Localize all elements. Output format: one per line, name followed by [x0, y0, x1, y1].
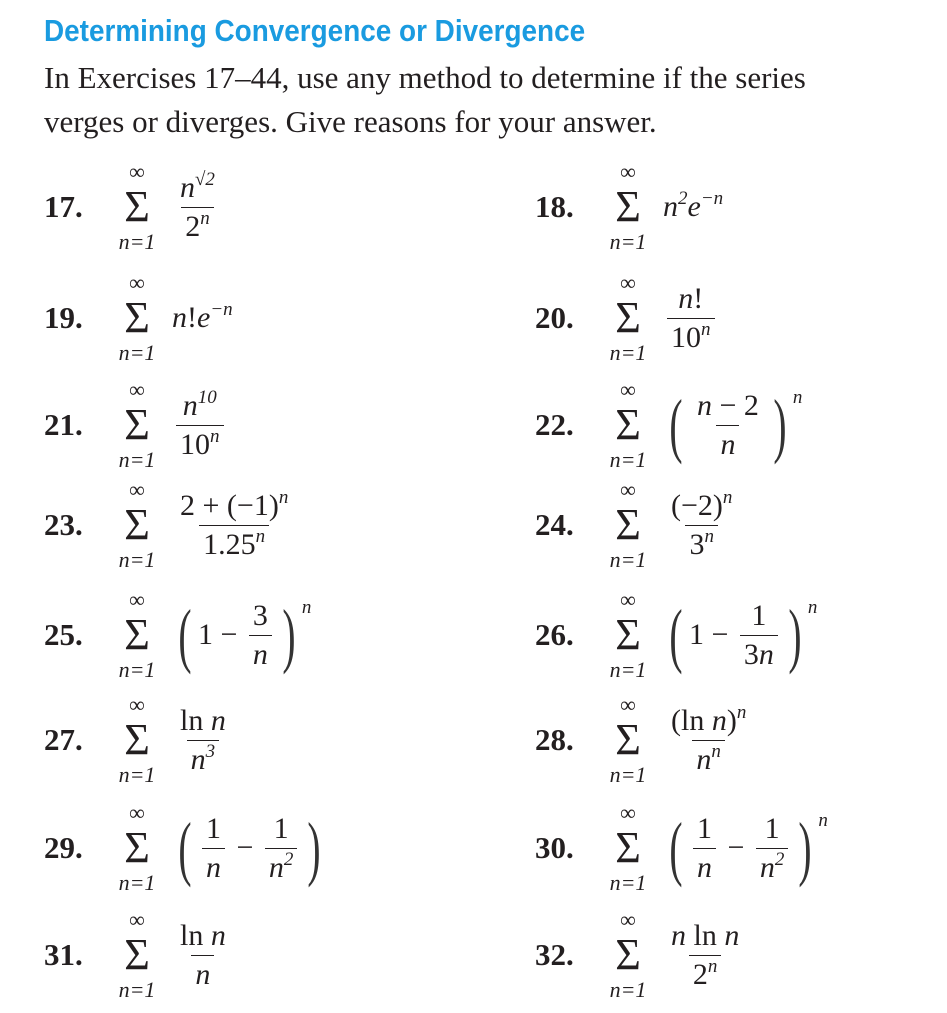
series-term	[172, 810, 327, 886]
exercise-number: 29.	[44, 830, 83, 865]
upper-limit: ∞	[129, 159, 145, 184]
summation	[599, 378, 657, 472]
upper-limit: ∞	[129, 270, 145, 295]
instructions	[44, 56, 947, 144]
denominator	[191, 955, 214, 992]
math-symbol: 10	[180, 427, 210, 461]
math-symbol: n	[180, 170, 195, 204]
math-symbol: − 2	[711, 388, 759, 422]
exercise-number: 27.	[44, 722, 83, 757]
denominator	[740, 635, 778, 672]
exponent: n	[711, 740, 721, 762]
exercise-number: 18.	[535, 189, 574, 224]
denominator	[176, 425, 224, 462]
numerator	[270, 812, 293, 848]
fraction	[176, 704, 230, 777]
exercise-21	[44, 375, 228, 475]
sigma-icon: Σ	[615, 293, 641, 342]
exercise-number: 17.	[44, 189, 83, 224]
exponent: 2	[283, 848, 294, 870]
math-symbol: n	[759, 850, 775, 884]
exercise-number: 26.	[535, 617, 574, 652]
math-symbol: −	[719, 831, 752, 864]
fraction	[740, 599, 778, 672]
math-symbol: n	[195, 957, 211, 991]
lower-limit: n=1	[609, 762, 647, 787]
math-symbol: n	[172, 301, 187, 334]
exponent: n	[200, 207, 210, 229]
exponent: 3	[205, 740, 216, 762]
exponent: n	[707, 955, 718, 977]
summation	[108, 271, 166, 365]
exponent: −n	[210, 299, 233, 320]
summation	[599, 801, 657, 895]
sigma-icon: Σ	[124, 400, 150, 449]
math-symbol: n	[696, 388, 712, 422]
math-symbol: 2	[185, 209, 201, 243]
summation	[108, 693, 166, 787]
upper-limit: ∞	[620, 477, 636, 502]
math-symbol: (ln	[671, 703, 712, 737]
sigma-icon: Σ	[124, 823, 150, 872]
exercise-number: 25.	[44, 617, 83, 652]
math-symbol: n	[182, 388, 198, 422]
fraction	[176, 486, 292, 562]
section-title: Determining Convergence or Divergence	[44, 13, 586, 48]
denominator	[716, 425, 739, 462]
fraction	[202, 812, 225, 885]
series-term	[663, 597, 817, 673]
upper-limit: ∞	[620, 270, 636, 295]
denominator	[685, 525, 718, 562]
series-term	[663, 701, 754, 777]
numerator	[667, 701, 750, 740]
fraction	[176, 168, 219, 244]
series-term	[663, 919, 747, 992]
numerator	[176, 486, 292, 525]
right-paren: )	[307, 808, 321, 888]
math-symbol: n	[720, 427, 736, 461]
numerator	[249, 599, 272, 635]
exercise-19	[44, 268, 233, 368]
series-term	[663, 387, 802, 463]
lower-limit: n=1	[118, 870, 156, 895]
denominator	[689, 955, 722, 992]
math-symbol: !	[693, 281, 704, 315]
math-symbol: 1	[764, 811, 780, 845]
denominator	[265, 848, 298, 885]
exponent: n	[722, 486, 733, 508]
math-symbol: 2	[692, 957, 708, 991]
denominator	[199, 525, 269, 562]
lower-limit: n=1	[118, 229, 156, 254]
upper-limit: ∞	[620, 907, 636, 932]
denominator	[692, 740, 725, 777]
exercise-number: 31.	[44, 937, 83, 972]
series-term	[172, 386, 228, 462]
math-symbol: ln	[686, 918, 725, 952]
lower-limit: n=1	[118, 340, 156, 365]
denominator	[202, 848, 225, 885]
left-paren: (	[178, 595, 192, 675]
lower-limit: n=1	[118, 977, 156, 1002]
upper-limit: ∞	[129, 800, 145, 825]
upper-limit: ∞	[129, 587, 145, 612]
exponent: 2	[774, 848, 785, 870]
upper-limit: ∞	[620, 377, 636, 402]
sigma-icon: Σ	[615, 610, 641, 659]
math-symbol: 1	[273, 811, 289, 845]
exercise-26	[535, 585, 817, 685]
series-term	[663, 810, 828, 886]
upper-limit: ∞	[129, 377, 145, 402]
series-term	[172, 301, 233, 335]
numerator	[747, 599, 770, 635]
upper-limit: ∞	[129, 477, 145, 502]
exercise-number: 22.	[535, 407, 574, 442]
lower-limit: n=1	[118, 447, 156, 472]
exercise-number: 30.	[535, 830, 574, 865]
math-symbol: n	[190, 742, 206, 776]
denominator	[249, 635, 272, 672]
fraction	[693, 812, 716, 885]
series-term	[663, 282, 719, 355]
math-symbol: 3	[743, 637, 759, 671]
left-paren: (	[669, 808, 683, 888]
exercise-25	[44, 585, 311, 685]
series-term	[663, 190, 723, 224]
exercise-number: 24.	[535, 507, 574, 542]
sigma-icon: Σ	[615, 182, 641, 231]
math-symbol: −	[228, 831, 261, 864]
denominator	[181, 207, 214, 244]
exercise-27	[44, 690, 234, 790]
upper-limit: ∞	[620, 587, 636, 612]
sigma-icon: Σ	[124, 293, 150, 342]
math-symbol: 1 −	[688, 618, 736, 651]
instructions-line: verges or diverges. Give reasons for your answer.	[44, 104, 657, 139]
math-symbol: 2 + (−1)	[180, 488, 279, 522]
denominator	[693, 848, 716, 885]
fraction	[667, 701, 750, 777]
math-symbol: 1	[696, 811, 712, 845]
math-symbol: n	[252, 637, 268, 671]
numerator	[693, 812, 716, 848]
sigma-icon: Σ	[615, 715, 641, 764]
exponent: n	[255, 525, 266, 547]
outer-exponent: n	[792, 387, 803, 408]
series-term	[663, 486, 740, 562]
math-symbol: 1 −	[197, 618, 245, 651]
series-term	[172, 704, 234, 777]
exponent: 10	[197, 386, 217, 408]
exercise-number: 32.	[535, 937, 574, 972]
exponent: n	[736, 701, 747, 723]
exercise-17	[44, 157, 223, 257]
right-paren: )	[788, 595, 802, 675]
math-symbol: n	[711, 703, 727, 737]
exercise-number: 19.	[44, 300, 83, 335]
exponent: √2	[195, 168, 215, 190]
exercise-number: 21.	[44, 407, 83, 442]
denominator	[667, 318, 715, 355]
math-symbol: 3	[252, 598, 268, 632]
sigma-icon: Σ	[615, 500, 641, 549]
series-term	[172, 486, 296, 562]
exponent: n	[278, 486, 289, 508]
sigma-icon: Σ	[124, 500, 150, 549]
numerator	[674, 282, 707, 318]
lower-limit: n=1	[118, 547, 156, 572]
lower-limit: n=1	[118, 657, 156, 682]
exercise-number: 20.	[535, 300, 574, 335]
summation	[599, 160, 657, 254]
fraction	[176, 386, 224, 462]
exercise-number: 28.	[535, 722, 574, 757]
instructions-line: In Exercises 17–44, use any method to determine if the series	[44, 60, 806, 95]
math-symbol: n	[210, 703, 226, 737]
numerator	[667, 486, 736, 525]
upper-limit: ∞	[620, 159, 636, 184]
summation	[599, 271, 657, 365]
lower-limit: n=1	[609, 340, 647, 365]
denominator	[187, 740, 220, 777]
series-term	[172, 919, 234, 992]
math-symbol: (−2)	[671, 488, 723, 522]
right-paren: )	[773, 385, 787, 465]
numerator	[176, 704, 230, 740]
lower-limit: n=1	[118, 762, 156, 787]
sigma-icon: Σ	[615, 930, 641, 979]
math-symbol: ln	[180, 703, 211, 737]
summation	[599, 588, 657, 682]
lower-limit: n=1	[609, 547, 647, 572]
numerator	[176, 919, 230, 955]
numerator	[761, 812, 784, 848]
math-symbol: n	[268, 850, 284, 884]
math-symbol: n	[205, 850, 221, 884]
exponent: 2	[678, 188, 688, 209]
math-symbol: 1.25	[203, 527, 256, 561]
math-symbol: n	[696, 850, 712, 884]
upper-limit: ∞	[129, 907, 145, 932]
exercise-32	[535, 905, 747, 1005]
upper-limit: ∞	[620, 692, 636, 717]
right-paren: )	[798, 808, 812, 888]
math-symbol: n	[671, 918, 686, 952]
fraction	[265, 812, 298, 885]
left-paren: (	[178, 808, 192, 888]
exercise-23	[44, 475, 296, 575]
right-paren: )	[282, 595, 296, 675]
fraction	[667, 486, 736, 562]
left-paren: (	[669, 595, 683, 675]
summation	[108, 801, 166, 895]
lower-limit: n=1	[609, 657, 647, 682]
sigma-icon: Σ	[615, 400, 641, 449]
exercise-24	[535, 475, 740, 575]
numerator	[202, 812, 225, 848]
math-symbol: n	[758, 637, 774, 671]
math-symbol: e	[197, 301, 211, 334]
math-symbol: 10	[671, 320, 701, 354]
numerator	[179, 386, 221, 425]
series-term	[172, 597, 311, 673]
math-symbol: e	[687, 190, 701, 223]
summation	[599, 478, 657, 572]
math-symbol: n	[210, 918, 226, 952]
exercise-29	[44, 798, 327, 898]
exercise-31	[44, 905, 234, 1005]
math-symbol: 3	[689, 527, 705, 561]
summation	[108, 478, 166, 572]
math-symbol: 1	[205, 811, 221, 845]
series-term	[172, 168, 223, 244]
math-symbol: n	[663, 190, 678, 223]
lower-limit: n=1	[609, 229, 647, 254]
math-symbol: )	[726, 703, 737, 737]
exercise-28	[535, 690, 754, 790]
summation	[108, 160, 166, 254]
exponent: n	[701, 318, 711, 340]
math-symbol: n	[696, 742, 712, 776]
fraction	[249, 599, 272, 672]
denominator	[756, 848, 789, 885]
sigma-icon: Σ	[124, 610, 150, 659]
exercise-22	[535, 375, 802, 475]
lower-limit: n=1	[609, 447, 647, 472]
fraction	[667, 282, 715, 355]
math-symbol: n	[724, 918, 740, 952]
upper-limit: ∞	[129, 692, 145, 717]
lower-limit: n=1	[609, 870, 647, 895]
exercise-20	[535, 268, 719, 368]
sigma-icon: Σ	[124, 715, 150, 764]
exponent: n	[210, 425, 220, 447]
sigma-icon: Σ	[124, 930, 150, 979]
exercise-18	[535, 157, 723, 257]
sigma-icon: Σ	[615, 823, 641, 872]
math-symbol: n	[678, 281, 694, 315]
upper-limit: ∞	[620, 800, 636, 825]
outer-exponent: n	[301, 597, 312, 618]
numerator	[693, 389, 763, 425]
math-symbol: ln	[180, 918, 211, 952]
exponent: n	[704, 525, 714, 547]
numerator	[176, 168, 219, 207]
summation	[108, 378, 166, 472]
summation	[108, 908, 166, 1002]
math-symbol: !	[187, 301, 197, 334]
outer-exponent: n	[807, 597, 818, 618]
exponent: −n	[700, 188, 724, 209]
summation	[599, 693, 657, 787]
math-symbol: 1	[751, 598, 767, 632]
summation	[108, 588, 166, 682]
fraction	[176, 919, 230, 992]
exercise-number: 23.	[44, 507, 83, 542]
fraction	[693, 389, 763, 462]
sigma-icon: Σ	[124, 182, 150, 231]
fraction	[667, 919, 743, 992]
exercise-30	[535, 798, 828, 898]
lower-limit: n=1	[609, 977, 647, 1002]
left-paren: (	[669, 385, 683, 465]
outer-exponent: n	[818, 810, 828, 831]
numerator	[667, 919, 743, 955]
fraction	[756, 812, 789, 885]
summation	[599, 908, 657, 1002]
